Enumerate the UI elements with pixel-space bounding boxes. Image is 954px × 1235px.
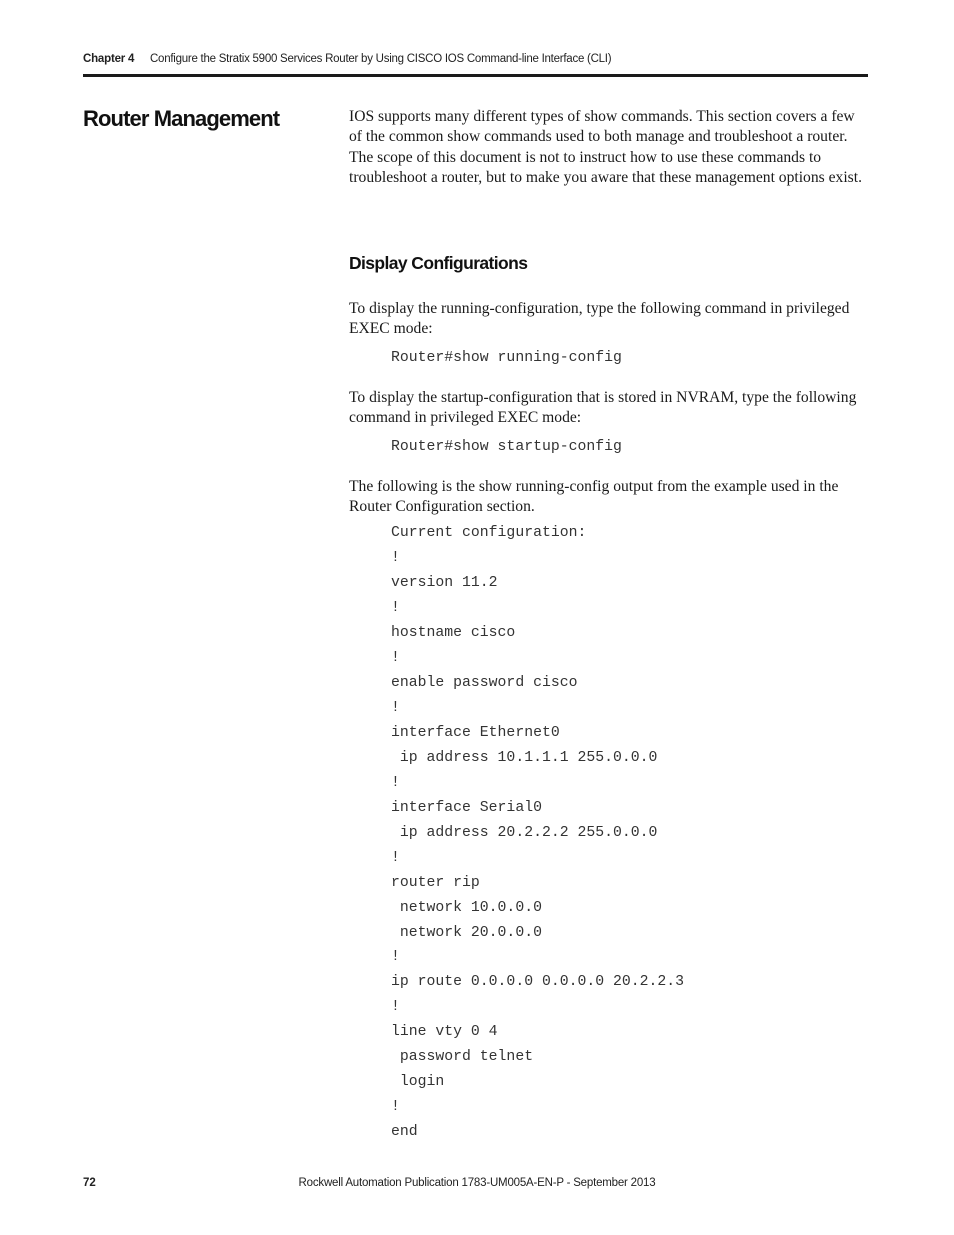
startup-config-paragraph: To display the startup-configuration that is stored in NVRAM, type the following command in privileged EXEC mode: [349, 389, 857, 427]
config-line: ! [391, 549, 400, 566]
config-line: ip address 20.2.2.2 255.0.0.0 [391, 824, 658, 841]
running-header [83, 52, 868, 72]
config-line: enable password cisco [391, 674, 578, 691]
intro-paragraph: IOS supports many different types of show commands. This section covers a few of the common show commands used to both manage and troubleshoot a router. The scope of this document is not to instruct how to use these commands to troubleshoot a router, but to make you aware that these management options exist. [349, 108, 862, 187]
startup-config-command: Router#show startup-config [391, 439, 622, 455]
config-line: version 11.2 [391, 574, 498, 591]
config-line: ! [391, 649, 400, 666]
running-config-command: Router#show running-config [391, 350, 622, 366]
config-line: interface Ethernet0 [391, 724, 560, 741]
header-rule [83, 74, 868, 77]
config-line: Current configuration: [391, 525, 587, 541]
config-line: ip address 10.1.1.1 255.0.0.0 [391, 749, 658, 766]
config-line: login [391, 1074, 445, 1091]
chapter-label: Chapter 4 [83, 53, 135, 65]
config-line: end [391, 1124, 418, 1141]
subsection-title: Display Configurations [349, 253, 528, 273]
config-line: network 10.0.0.0 [391, 899, 542, 916]
config-line: ! [391, 699, 400, 716]
chapter-title: Configure the Stratix 5900 Services Router by Using CISCO IOS Command-line Interface (CLI) [150, 53, 612, 65]
config-line: router rip [391, 874, 480, 891]
config-line: line vty 0 4 [391, 1024, 498, 1041]
publication-info: Rockwell Automation Publication 1783-UM005A-EN-P - September 2013 [298, 1177, 656, 1189]
config-line: ! [391, 999, 400, 1016]
config-line: ! [391, 599, 400, 616]
config-line: ! [391, 849, 400, 866]
config-line: network 20.0.0.0 [391, 924, 542, 941]
output-paragraph: The following is the show running-config output from the example used in the Router Configuration section. [349, 478, 839, 516]
config-line: interface Serial0 [391, 799, 542, 816]
config-line: password telnet [391, 1049, 534, 1066]
config-line: ! [391, 949, 400, 966]
page-number: 72 [83, 1177, 96, 1189]
config-line: ip route 0.0.0.0 0.0.0.0 20.2.2.3 [391, 974, 685, 991]
running-config-paragraph: To display the running-configuration, type the following command in privileged EXEC mode: [349, 300, 850, 338]
config-line: ! [391, 774, 400, 791]
section-title: Router Management [83, 106, 280, 131]
config-line: ! [391, 1099, 400, 1116]
config-output [391, 523, 684, 1147]
config-line: hostname cisco [391, 624, 516, 641]
